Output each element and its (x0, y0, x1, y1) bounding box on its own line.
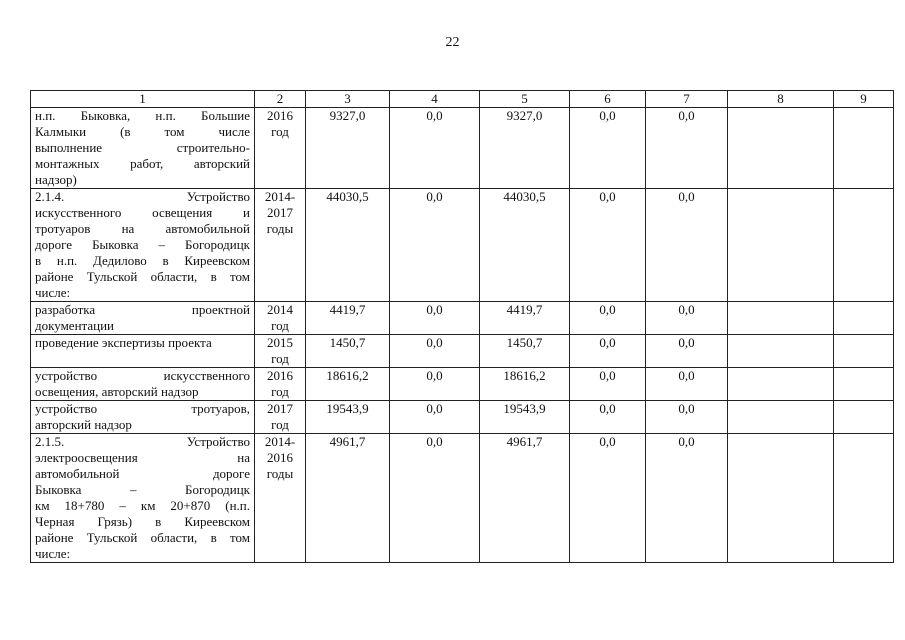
amount-cell-c3: 9327,0 (306, 108, 390, 189)
description-line: 2.1.4. Устройство (35, 189, 250, 204)
table-row (31, 434, 894, 563)
header-cell: 5 (480, 91, 570, 108)
period-cell: 2014 год (255, 302, 306, 335)
amount-cell-c8 (728, 368, 834, 401)
period-cell: 2015 год (255, 335, 306, 368)
period-cell: 2014-2017 годы (255, 189, 306, 302)
amount-cell-c3: 4961,7 (306, 434, 390, 563)
table-row (31, 335, 894, 368)
amount-cell-c7: 0,0 (646, 434, 728, 563)
description-line: автомобильной дороге (35, 466, 250, 481)
amount-cell-c9 (834, 335, 894, 368)
table-row (31, 401, 894, 434)
description-line: освещения, авторский надзор (35, 384, 199, 399)
amount-cell-c4: 0,0 (390, 335, 480, 368)
description-line: числе: (35, 546, 71, 561)
budget-table (30, 90, 894, 563)
period-cell: 2016 год (255, 108, 306, 189)
description-line: выполнение строительно- (35, 140, 250, 155)
amount-cell-c3: 1450,7 (306, 335, 390, 368)
description-line: дороге Быковка – Богородицк (35, 237, 250, 252)
work-description (31, 335, 255, 368)
description-line: надзор) (35, 172, 77, 187)
table-row (31, 368, 894, 401)
description-line: электроосвещения на (35, 450, 250, 465)
table-row (31, 189, 894, 302)
amount-cell-c9 (834, 189, 894, 302)
amount-cell-c4: 0,0 (390, 368, 480, 401)
amount-cell-c9 (834, 434, 894, 563)
header-cell: 2 (255, 91, 306, 108)
description-line: устройство тротуаров, (35, 401, 250, 416)
work-description (31, 401, 255, 434)
amount-cell-c3: 19543,9 (306, 401, 390, 434)
header-cell: 6 (570, 91, 646, 108)
amount-cell-c8 (728, 401, 834, 434)
page-number: 22 (445, 35, 460, 50)
amount-cell-c6: 0,0 (570, 335, 646, 368)
description-line: км 18+780 – км 20+870 (н.п. (35, 498, 250, 513)
amount-cell-c7: 0,0 (646, 401, 728, 434)
header-cell: 8 (728, 91, 834, 108)
description-line: Быковка – Богородицк (35, 482, 250, 497)
amount-cell-c4: 0,0 (390, 108, 480, 189)
amount-cell-c6: 0,0 (570, 108, 646, 189)
description-line: монтажных работ, авторский (35, 156, 250, 171)
amount-cell-c3: 4419,7 (306, 302, 390, 335)
work-description (31, 434, 255, 563)
description-line: 2.1.5. Устройство (35, 434, 250, 449)
amount-cell-c5: 4419,7 (480, 302, 570, 335)
amount-cell-c4: 0,0 (390, 434, 480, 563)
description-line: Калмыки (в том числе (35, 124, 250, 139)
amount-cell-c5: 1450,7 (480, 335, 570, 368)
description-line: искусственного освещения и (35, 205, 250, 220)
amount-cell-c6: 0,0 (570, 368, 646, 401)
amount-cell-c5: 9327,0 (480, 108, 570, 189)
description-line: числе: (35, 285, 71, 300)
amount-cell-c9 (834, 401, 894, 434)
description-line: в н.п. Дедилово в Киреевском (35, 253, 250, 268)
period-cell: 2017 год (255, 401, 306, 434)
amount-cell-c7: 0,0 (646, 189, 728, 302)
amount-cell-c7: 0,0 (646, 302, 728, 335)
period-cell: 2016 год (255, 368, 306, 401)
amount-cell-c8 (728, 189, 834, 302)
amount-cell-c8 (728, 302, 834, 335)
amount-cell-c5: 44030,5 (480, 189, 570, 302)
description-line: разработка проектной (35, 302, 250, 317)
amount-cell-c6: 0,0 (570, 434, 646, 563)
amount-cell-c4: 0,0 (390, 189, 480, 302)
description-line: документации (35, 318, 115, 333)
amount-cell-c6: 0,0 (570, 401, 646, 434)
table-row (31, 108, 894, 189)
amount-cell-c8 (728, 108, 834, 189)
description-line: н.п. Быковка, н.п. Большие (35, 108, 250, 123)
work-description (31, 368, 255, 401)
period-cell: 2014-2016 годы (255, 434, 306, 563)
amount-cell-c3: 44030,5 (306, 189, 390, 302)
amount-cell-c3: 18616,2 (306, 368, 390, 401)
amount-cell-c7: 0,0 (646, 335, 728, 368)
description-line: авторский надзор (35, 417, 132, 432)
work-description (31, 189, 255, 302)
description-line: тротуаров на автомобильной (35, 221, 250, 236)
amount-cell-c7: 0,0 (646, 108, 728, 189)
amount-cell-c5: 18616,2 (480, 368, 570, 401)
amount-cell-c6: 0,0 (570, 189, 646, 302)
header-cell: 1 (31, 91, 255, 108)
description-line: проведение экспертизы проекта (35, 335, 212, 350)
amount-cell-c8 (728, 335, 834, 368)
work-description (31, 302, 255, 335)
header-cell: 9 (834, 91, 894, 108)
table-row (31, 302, 894, 335)
amount-cell-c4: 0,0 (390, 302, 480, 335)
amount-cell-c5: 19543,9 (480, 401, 570, 434)
header-cell: 4 (390, 91, 480, 108)
amount-cell-c4: 0,0 (390, 401, 480, 434)
description-line: Черная Грязь) в Киреевском (35, 514, 250, 529)
amount-cell-c9 (834, 108, 894, 189)
header-cell: 7 (646, 91, 728, 108)
header-row (31, 91, 894, 108)
amount-cell-c8 (728, 434, 834, 563)
description-line: районе Тульской области, в том (35, 269, 250, 284)
description-line: районе Тульской области, в том (35, 530, 250, 545)
amount-cell-c9 (834, 302, 894, 335)
work-description (31, 108, 255, 189)
amount-cell-c7: 0,0 (646, 368, 728, 401)
amount-cell-c9 (834, 368, 894, 401)
header-cell: 3 (306, 91, 390, 108)
amount-cell-c5: 4961,7 (480, 434, 570, 563)
amount-cell-c6: 0,0 (570, 302, 646, 335)
description-line: устройство искусственного (35, 368, 250, 383)
